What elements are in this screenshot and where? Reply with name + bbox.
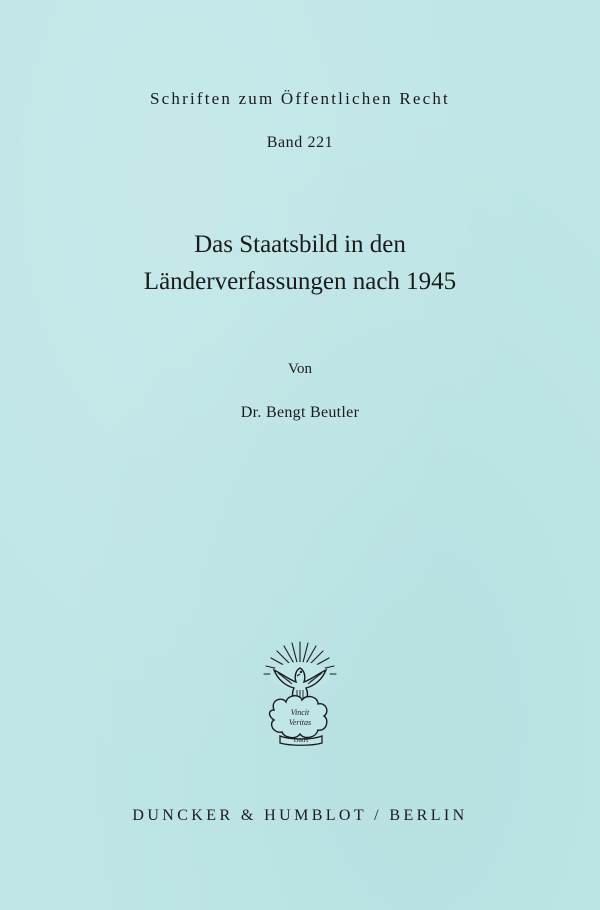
series-title: Schriften zum Öffentlichen Recht (150, 89, 450, 108)
logo-monogram: D&H (293, 737, 309, 744)
by-label: Von (288, 361, 312, 377)
logo-motto-line-1: Vincit (290, 708, 310, 717)
publisher-imprint: DUNCKER & HUMBLOT / BERLIN (132, 807, 468, 824)
book-title-line-1: Das Staatsbild in den (194, 231, 406, 258)
author-name: Dr. Bengt Beutler (240, 404, 360, 421)
eagle-sunburst-emblem-icon (256, 640, 344, 746)
book-title (0, 226, 600, 300)
volume-number: Band 221 (266, 134, 334, 151)
book-title-line-2: Länderverfassungen nach 1945 (143, 268, 457, 295)
logo-motto-line-2: Veritas (288, 718, 312, 727)
